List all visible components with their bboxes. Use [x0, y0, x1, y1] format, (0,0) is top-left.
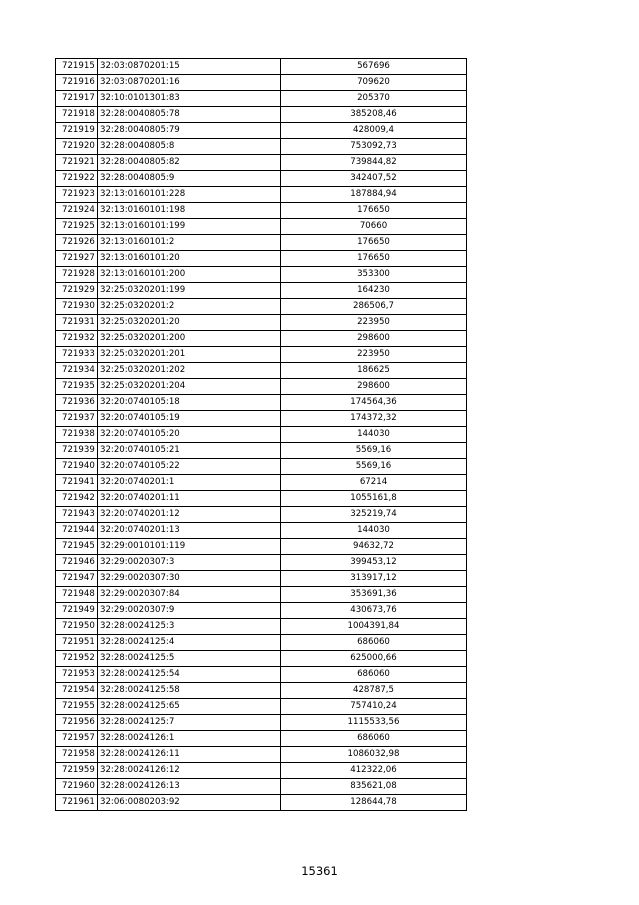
record-id-cell: 721950	[56, 619, 98, 635]
record-id-cell: 721947	[56, 571, 98, 587]
table-row	[56, 107, 467, 123]
cadastral-number-cell: 32:20:0740105:22	[98, 459, 281, 475]
table-row	[56, 715, 467, 731]
record-id-cell: 721941	[56, 475, 98, 491]
cadastral-number-cell: 32:25:0320201:20	[98, 315, 281, 331]
table-row	[56, 523, 467, 539]
cadastral-number-cell: 32:28:0024125:58	[98, 683, 281, 699]
data-table-body	[56, 59, 467, 811]
table-row	[56, 219, 467, 235]
record-id-cell: 721953	[56, 667, 98, 683]
cadastral-number-cell: 32:28:0040805:8	[98, 139, 281, 155]
record-id-cell: 721956	[56, 715, 98, 731]
record-id-cell: 721915	[56, 59, 98, 75]
value-cell: 223950	[281, 347, 467, 363]
record-id-cell: 721917	[56, 91, 98, 107]
value-cell: 298600	[281, 331, 467, 347]
cadastral-number-cell: 32:20:0740105:19	[98, 411, 281, 427]
record-id-cell: 721925	[56, 219, 98, 235]
cadastral-number-cell: 32:28:0024125:3	[98, 619, 281, 635]
value-cell: 176650	[281, 203, 467, 219]
cadastral-number-cell: 32:20:0740201:1	[98, 475, 281, 491]
table-row	[56, 747, 467, 763]
table-row	[56, 267, 467, 283]
record-id-cell: 721959	[56, 763, 98, 779]
table-row	[56, 251, 467, 267]
table-row	[56, 283, 467, 299]
record-id-cell: 721916	[56, 75, 98, 91]
cadastral-number-cell: 32:28:0024125:54	[98, 667, 281, 683]
cadastral-number-cell: 32:25:0320201:2	[98, 299, 281, 315]
table-row	[56, 427, 467, 443]
cadastral-number-cell: 32:06:0080203:92	[98, 795, 281, 811]
record-id-cell: 721918	[56, 107, 98, 123]
cadastral-number-cell: 32:10:0101301:83	[98, 91, 281, 107]
record-id-cell: 721928	[56, 267, 98, 283]
record-id-cell: 721919	[56, 123, 98, 139]
table-row	[56, 587, 467, 603]
table-row	[56, 795, 467, 811]
record-id-cell: 721945	[56, 539, 98, 555]
table-row	[56, 331, 467, 347]
cadastral-number-cell: 32:13:0160101:20	[98, 251, 281, 267]
table-row	[56, 491, 467, 507]
value-cell: 567696	[281, 59, 467, 75]
value-cell: 70660	[281, 219, 467, 235]
value-cell: 739844,82	[281, 155, 467, 171]
value-cell: 313917,12	[281, 571, 467, 587]
value-cell: 174564,36	[281, 395, 467, 411]
value-cell: 94632,72	[281, 539, 467, 555]
table-row	[56, 171, 467, 187]
value-cell: 428009,4	[281, 123, 467, 139]
cadastral-number-cell: 32:20:0740201:12	[98, 507, 281, 523]
value-cell: 686060	[281, 667, 467, 683]
table-row	[56, 59, 467, 75]
value-cell: 186625	[281, 363, 467, 379]
cadastral-number-cell: 32:28:0040805:79	[98, 123, 281, 139]
record-id-cell: 721961	[56, 795, 98, 811]
value-cell: 1115533,56	[281, 715, 467, 731]
record-id-cell: 721946	[56, 555, 98, 571]
cadastral-number-cell: 32:28:0024125:65	[98, 699, 281, 715]
record-id-cell: 721922	[56, 171, 98, 187]
value-cell: 223950	[281, 315, 467, 331]
value-cell: 298600	[281, 379, 467, 395]
cadastral-number-cell: 32:29:0020307:9	[98, 603, 281, 619]
table-row	[56, 139, 467, 155]
record-id-cell: 721931	[56, 315, 98, 331]
record-id-cell: 721932	[56, 331, 98, 347]
value-cell: 5569,16	[281, 443, 467, 459]
table-row	[56, 763, 467, 779]
table-row	[56, 395, 467, 411]
table-row	[56, 347, 467, 363]
table-row	[56, 619, 467, 635]
value-cell: 1055161,8	[281, 491, 467, 507]
cadastral-number-cell: 32:28:0040805:82	[98, 155, 281, 171]
table-row	[56, 635, 467, 651]
record-id-cell: 721943	[56, 507, 98, 523]
value-cell: 709620	[281, 75, 467, 91]
record-id-cell: 721935	[56, 379, 98, 395]
record-id-cell: 721955	[56, 699, 98, 715]
table-row	[56, 667, 467, 683]
table-row	[56, 539, 467, 555]
record-id-cell: 721958	[56, 747, 98, 763]
record-id-cell: 721960	[56, 779, 98, 795]
table-row	[56, 299, 467, 315]
cadastral-number-cell: 32:20:0740201:11	[98, 491, 281, 507]
cadastral-number-cell: 32:28:0024126:13	[98, 779, 281, 795]
cadastral-number-cell: 32:13:0160101:228	[98, 187, 281, 203]
cadastral-number-cell: 32:29:0020307:30	[98, 571, 281, 587]
record-id-cell: 721920	[56, 139, 98, 155]
value-cell: 1086032,98	[281, 747, 467, 763]
table-row	[56, 603, 467, 619]
cadastral-number-cell: 32:13:0160101:198	[98, 203, 281, 219]
cadastral-number-cell: 32:28:0024125:5	[98, 651, 281, 667]
table-row	[56, 187, 467, 203]
value-cell: 144030	[281, 427, 467, 443]
cadastral-number-cell: 32:28:0024125:7	[98, 715, 281, 731]
data-table	[55, 58, 467, 811]
value-cell: 835621,08	[281, 779, 467, 795]
value-cell: 430673,76	[281, 603, 467, 619]
page-number: 15361	[301, 864, 338, 878]
cadastral-number-cell: 32:13:0160101:199	[98, 219, 281, 235]
table-row	[56, 507, 467, 523]
cadastral-number-cell: 32:28:0024126:11	[98, 747, 281, 763]
value-cell: 428787,5	[281, 683, 467, 699]
cadastral-number-cell: 32:20:0740105:18	[98, 395, 281, 411]
value-cell: 753092,73	[281, 139, 467, 155]
value-cell: 342407,52	[281, 171, 467, 187]
record-id-cell: 721942	[56, 491, 98, 507]
record-id-cell: 721936	[56, 395, 98, 411]
value-cell: 757410,24	[281, 699, 467, 715]
record-id-cell: 721954	[56, 683, 98, 699]
record-id-cell: 721927	[56, 251, 98, 267]
cadastral-number-cell: 32:28:0024126:12	[98, 763, 281, 779]
value-cell: 353300	[281, 267, 467, 283]
cadastral-number-cell: 32:29:0010101:119	[98, 539, 281, 555]
value-cell: 286506,7	[281, 299, 467, 315]
value-cell: 205370	[281, 91, 467, 107]
record-id-cell: 721933	[56, 347, 98, 363]
value-cell: 353691,36	[281, 587, 467, 603]
cadastral-number-cell: 32:03:0870201:16	[98, 75, 281, 91]
value-cell: 187884,94	[281, 187, 467, 203]
value-cell: 625000,66	[281, 651, 467, 667]
table-row	[56, 91, 467, 107]
cadastral-number-cell: 32:20:0740105:21	[98, 443, 281, 459]
value-cell: 128644,78	[281, 795, 467, 811]
table-row	[56, 731, 467, 747]
value-cell: 67214	[281, 475, 467, 491]
table-row	[56, 443, 467, 459]
record-id-cell: 721948	[56, 587, 98, 603]
value-cell: 325219,74	[281, 507, 467, 523]
cadastral-number-cell: 32:25:0320201:201	[98, 347, 281, 363]
cadastral-number-cell: 32:29:0020307:3	[98, 555, 281, 571]
record-id-cell: 721951	[56, 635, 98, 651]
table-row	[56, 683, 467, 699]
cadastral-number-cell: 32:25:0320201:199	[98, 283, 281, 299]
table-row	[56, 315, 467, 331]
table-row	[56, 363, 467, 379]
record-id-cell: 721939	[56, 443, 98, 459]
value-cell: 144030	[281, 523, 467, 539]
value-cell: 164230	[281, 283, 467, 299]
record-id-cell: 721924	[56, 203, 98, 219]
value-cell: 686060	[281, 731, 467, 747]
record-id-cell: 721921	[56, 155, 98, 171]
table-row	[56, 651, 467, 667]
table-row	[56, 475, 467, 491]
record-id-cell: 721957	[56, 731, 98, 747]
record-id-cell: 721952	[56, 651, 98, 667]
record-id-cell: 721940	[56, 459, 98, 475]
record-id-cell: 721937	[56, 411, 98, 427]
table-row	[56, 555, 467, 571]
cadastral-number-cell: 32:28:0024125:4	[98, 635, 281, 651]
value-cell: 412322,06	[281, 763, 467, 779]
record-id-cell: 721949	[56, 603, 98, 619]
value-cell: 176650	[281, 235, 467, 251]
table-row	[56, 123, 467, 139]
record-id-cell: 721934	[56, 363, 98, 379]
cadastral-number-cell: 32:28:0024126:1	[98, 731, 281, 747]
value-cell: 5569,16	[281, 459, 467, 475]
cadastral-number-cell: 32:20:0740105:20	[98, 427, 281, 443]
table-row	[56, 379, 467, 395]
record-id-cell: 721930	[56, 299, 98, 315]
table-row	[56, 203, 467, 219]
cadastral-number-cell: 32:28:0040805:9	[98, 171, 281, 187]
cadastral-number-cell: 32:13:0160101:2	[98, 235, 281, 251]
record-id-cell: 721938	[56, 427, 98, 443]
value-cell: 1004391,84	[281, 619, 467, 635]
table-row	[56, 411, 467, 427]
record-id-cell: 721944	[56, 523, 98, 539]
cadastral-number-cell: 32:28:0040805:78	[98, 107, 281, 123]
cadastral-number-cell: 32:29:0020307:84	[98, 587, 281, 603]
record-id-cell: 721926	[56, 235, 98, 251]
cadastral-number-cell: 32:25:0320201:200	[98, 331, 281, 347]
cadastral-number-cell: 32:25:0320201:202	[98, 363, 281, 379]
cadastral-number-cell: 32:03:0870201:15	[98, 59, 281, 75]
table-row	[56, 699, 467, 715]
value-cell: 176650	[281, 251, 467, 267]
table-row	[56, 75, 467, 91]
table-row	[56, 235, 467, 251]
cadastral-number-cell: 32:25:0320201:204	[98, 379, 281, 395]
table-row	[56, 459, 467, 475]
table-row	[56, 779, 467, 795]
value-cell: 686060	[281, 635, 467, 651]
value-cell: 385208,46	[281, 107, 467, 123]
record-id-cell: 721929	[56, 283, 98, 299]
value-cell: 399453,12	[281, 555, 467, 571]
cadastral-number-cell: 32:20:0740201:13	[98, 523, 281, 539]
cadastral-number-cell: 32:13:0160101:200	[98, 267, 281, 283]
table-row	[56, 155, 467, 171]
value-cell: 174372,32	[281, 411, 467, 427]
table-row	[56, 571, 467, 587]
record-id-cell: 721923	[56, 187, 98, 203]
